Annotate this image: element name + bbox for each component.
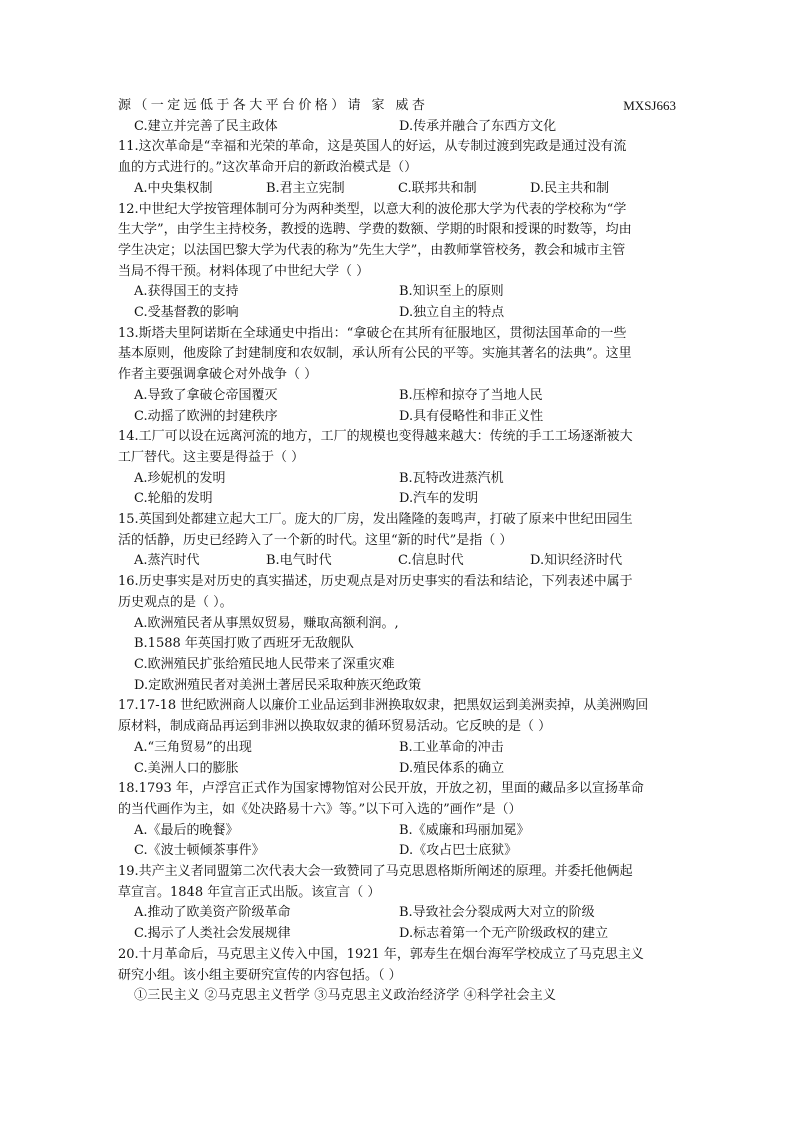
options-row xyxy=(118,489,676,510)
question-text-line: 17.17-18 世纪欧洲商人以廉价工业品运到非洲换取奴隶，把黑奴运到美洲卖掉，从美洲购回 xyxy=(118,698,649,714)
option-d: D.传承并融合了东西方文化 xyxy=(399,118,557,134)
option-c: C.信息时代 xyxy=(398,553,464,569)
numbered-items-line: ①三民主义 ②马克思主义哲学 ③马克思主义政治经济学 ④科学社会主义 xyxy=(134,988,557,1004)
question-text-line: 原材料，制成商品再运到非洲以换取奴隶的循环贸易活动。它反映的是（ ） xyxy=(118,719,552,735)
option-a: A.“三角贸易”的出现 xyxy=(134,739,252,755)
option-a: A.推动了欧美资产阶级革命 xyxy=(134,905,291,921)
option-d: D.定欧洲殖民者对美洲土著居民采取种族灭绝政策 xyxy=(134,677,422,693)
option-c: C.《波士顿倾茶事件》 xyxy=(134,843,265,859)
option-b: B.瓦特改进蒸汽机 xyxy=(399,470,504,486)
question-15 xyxy=(118,510,676,572)
option-a: A.欧洲殖民者从事黑奴贸易，赚取高额利润。, xyxy=(134,615,399,631)
page-header xyxy=(118,96,676,117)
question-text-line: 16.历史事实是对历史的真实描述，历史观点是对历史事实的看法和结论，下列表述中属于 xyxy=(118,574,633,590)
question-text-line: 学生决定；以法国巴黎大学为代表的称为”先生大学”，由教师掌管校务，教会和城市主管 xyxy=(118,242,626,258)
question-17 xyxy=(118,696,676,779)
question-text-line: 当局不得干预。材料体现了中世纪大学（ ） xyxy=(118,263,370,279)
option-a: A.中央集权制 xyxy=(134,180,213,196)
header-left-text: 源（一定远低于各大平台价格）请 家 威杏 xyxy=(118,98,429,113)
option-c: C.联邦共和制 xyxy=(398,180,477,196)
question-text-line: 14.工厂可以设在远离河流的地方，工厂的规模也变得越来越大：传统的手工工场逐渐被大 xyxy=(118,429,633,445)
options-row xyxy=(118,386,676,407)
option-d: D.独立自主的特点 xyxy=(399,305,505,321)
question-16 xyxy=(118,572,676,696)
question-12 xyxy=(118,200,676,324)
question-text-line: 血的方式进行的。”这次革命开启的新政治模式是（） xyxy=(118,160,418,176)
question-text-line: 11.这次革命是“幸福和光荣的革命，这是英国人的好运，从专制过渡到宪政是通过没有流 xyxy=(118,139,627,155)
exam-content xyxy=(118,96,676,1007)
option-d: D.民主共和制 xyxy=(530,180,610,196)
question-11 xyxy=(118,137,676,199)
question-14 xyxy=(118,427,676,510)
options-row xyxy=(118,924,676,945)
options-row xyxy=(118,282,676,303)
question-text-line: 作者主要强调拿破仑对外战争（ ） xyxy=(118,367,318,383)
options-row xyxy=(118,738,676,759)
question-text-line: 13.斯塔夫里阿诺斯在全球通史中指出：“拿破仑在其所有征服地区，贯彻法国革命的一些 xyxy=(118,325,627,341)
option-c: C.美洲人口的膨胀 xyxy=(134,760,239,776)
question-20 xyxy=(118,945,676,1007)
question-text-line: 研究小组。该小组主要研究宣传的内容包括。（ ） xyxy=(118,967,402,983)
question-text-line: 20.十月革命后，马克思主义传入中国，1921 年，郭寿生在烟台海军学校成立了马克思主义 xyxy=(118,946,644,962)
question-text-line: 12.中世纪大学按管理体制可分为两种类型，以意大利的波伦那大学为代表的学校称为“学 xyxy=(118,201,627,217)
option-b: B.《威廉和玛丽加冕》 xyxy=(399,822,530,838)
options-row xyxy=(118,407,676,428)
option-a: A.导致了拿破仑帝国覆灭 xyxy=(134,387,278,403)
option-b: B.1588 年英国打败了西班牙无敌舰队 xyxy=(134,636,354,652)
option-b: B.工业革命的冲击 xyxy=(399,739,504,755)
option-d: D.标志着第一个无产阶级政权的建立 xyxy=(399,926,609,942)
question-text-line: 基本原则，他废除了封建制度和农奴制，承认所有公民的平等。实施其著名的法典”。这里 xyxy=(118,346,632,362)
option-a: A.蒸汽时代 xyxy=(134,553,200,569)
question-text-line: 生大学”，由学生主持校务，教授的选聘、学费的数额、学期的时限和授课的时数等，均由 xyxy=(118,222,632,238)
question-18 xyxy=(118,779,676,862)
question-19 xyxy=(118,862,676,945)
options-row xyxy=(118,841,676,862)
header-code: MXSJ663 xyxy=(623,98,676,113)
question-text-line: 15.英国到处都建立起大工厂。庞大的厂房，发出隆隆的轰鸣声，打破了原来中世纪田园生 xyxy=(118,512,633,528)
question-text-line: 草宣言。1848 年宣言正式出版。该宣言（ ） xyxy=(118,884,381,900)
option-a: A.《最后的晚餐》 xyxy=(134,822,239,838)
option-b: B.君主立宪制 xyxy=(266,180,345,196)
question-text-line: 19.共产主义者同盟第二次代表大会一致赞同了马克思恩格斯所阐述的原理。并委托他俩起 xyxy=(118,864,633,880)
option-d: D.《攻占巴士底狱》 xyxy=(399,843,518,859)
option-d: D.殖民体系的确立 xyxy=(399,760,505,776)
option-c: C.欧洲殖民扩张给殖民地人民带来了深重灾难 xyxy=(134,656,395,672)
question-text-line: 工厂替代。这主要是得益于（ ） xyxy=(118,449,305,465)
options-row xyxy=(118,821,676,842)
question-text-line: 的当代画作为主，如《处决路易十六》等。”以下可入选的”画作”是（） xyxy=(118,801,522,817)
option-d: D.知识经济时代 xyxy=(530,553,623,569)
option-b: B.电气时代 xyxy=(266,553,332,569)
option-c: C.建立并完善了民主政体 xyxy=(134,118,278,134)
option-b: B.知识至上的原则 xyxy=(399,284,504,300)
question-text-line: 18.1793 年，卢浮宫正式作为国家博物馆对公民开放，开放之初，里面的藏品多以宣扬革命 xyxy=(118,781,644,797)
option-a: A.珍妮机的发明 xyxy=(134,470,226,486)
option-c: C.轮船的发明 xyxy=(134,491,213,507)
option-d: D.具有侵略性和非正义性 xyxy=(399,408,544,424)
options-row xyxy=(118,303,676,324)
option-c: C.受基督教的影响 xyxy=(134,305,239,321)
options-row xyxy=(118,759,676,780)
carry-over-options xyxy=(118,117,676,138)
option-a: A.获得国王的支持 xyxy=(134,284,239,300)
options-row xyxy=(118,469,676,490)
options-row xyxy=(118,551,676,572)
option-b: B.压榨和掠夺了当地人民 xyxy=(399,387,543,403)
question-text-line: 历史观点的是（ ）。 xyxy=(118,594,233,610)
question-13 xyxy=(118,324,676,428)
question-text-line: 活的恬静，历史已经跨入了一个新的时代。这里“新的时代”是指（ ） xyxy=(118,532,513,548)
option-d: D.汽车的发明 xyxy=(399,491,479,507)
option-b: B.导致社会分裂成两大对立的阶级 xyxy=(399,905,595,921)
options-row xyxy=(118,903,676,924)
option-c: C.揭示了人类社会发展规律 xyxy=(134,926,291,942)
option-c: C.动摇了欧洲的封建秩序 xyxy=(134,408,278,424)
options-row xyxy=(118,179,676,200)
